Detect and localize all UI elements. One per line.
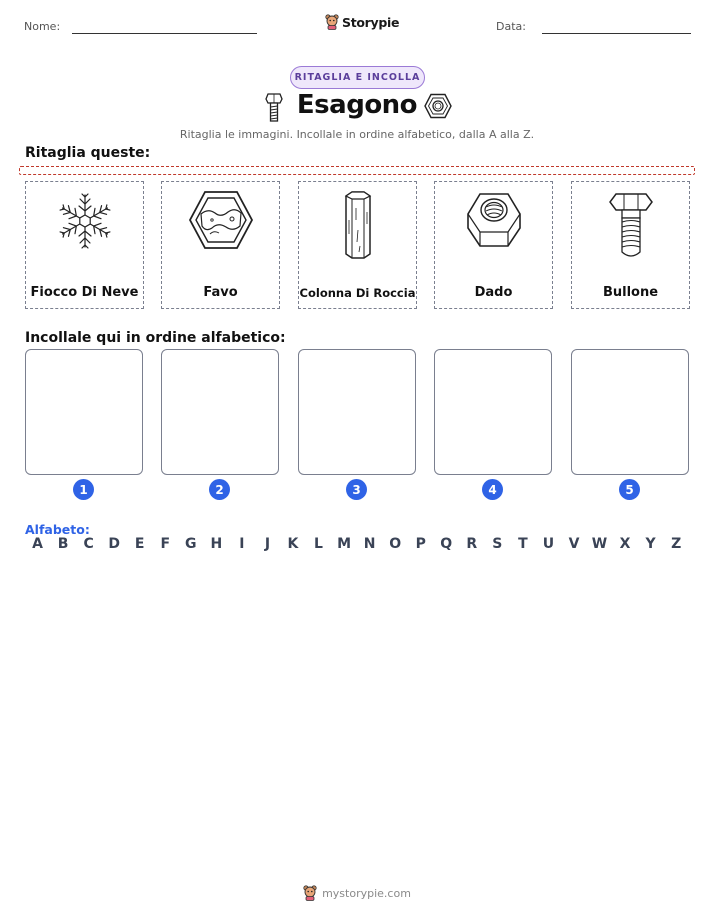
alphabet-letter: N	[363, 536, 376, 552]
alphabet-letter: D	[108, 536, 120, 552]
paste-box-5[interactable]	[571, 349, 689, 475]
cut-card-label: Dado	[474, 285, 513, 300]
mascot-icon	[303, 885, 317, 901]
cut-card-nut[interactable]	[434, 181, 553, 309]
alphabet-letter: M	[337, 536, 352, 552]
alphabet-letter: Y	[645, 536, 656, 552]
paste-heading: Incollale qui in ordine alfabetico:	[25, 330, 286, 346]
alphabet-letter: L	[314, 536, 323, 552]
alphabet-letter: S	[492, 536, 503, 552]
number-badge-3: 3	[346, 479, 367, 500]
honeycomb-icon	[188, 190, 254, 250]
alphabet-letter: O	[389, 536, 402, 552]
alphabet-letter: G	[185, 536, 197, 552]
footer-url[interactable]: mystorypie.com	[322, 886, 411, 900]
alphabet-letter: V	[568, 536, 580, 552]
bolt-title-icon	[264, 91, 284, 123]
nut-title-icon	[424, 93, 452, 119]
cut-heading: Ritaglia queste:	[25, 145, 151, 161]
paste-box-4[interactable]	[434, 349, 552, 475]
rock-column-icon	[342, 190, 374, 260]
alphabet-letter: X	[619, 536, 631, 552]
cut-card-label: Bullone	[602, 285, 659, 300]
activity-badge: RITAGLIA E INCOLLA	[290, 66, 425, 89]
name-line[interactable]	[72, 33, 257, 34]
cut-card-label: Favo	[203, 285, 238, 300]
cut-card-snowflake[interactable]	[25, 181, 144, 309]
cut-card-bolt[interactable]	[571, 181, 690, 309]
cut-line	[19, 166, 695, 175]
alphabet-letter: H	[210, 536, 223, 552]
alphabet-row	[25, 536, 689, 552]
alphabet-letter: B	[57, 536, 69, 552]
cut-card-honeycomb[interactable]	[161, 181, 280, 309]
paste-box-3[interactable]	[298, 349, 416, 475]
alphabet-letter: R	[466, 536, 478, 552]
bolt-icon	[608, 190, 654, 260]
alphabet-letter: U	[542, 536, 555, 552]
alphabet-title: Alfabeto:	[25, 522, 90, 537]
number-badge-5: 5	[619, 479, 640, 500]
alphabet-letter: W	[591, 536, 608, 552]
name-label: Nome:	[24, 20, 61, 33]
date-line[interactable]	[542, 33, 691, 34]
cut-card-label: Colonna Di Roccia	[299, 286, 416, 300]
paste-box-2[interactable]	[161, 349, 279, 475]
brand-logo	[325, 14, 399, 30]
cut-card-label: Fiocco Di Neve	[30, 285, 139, 300]
alphabet-letter: E	[134, 536, 145, 552]
date-label: Data:	[496, 20, 526, 33]
alphabet-letter: I	[239, 536, 245, 552]
footer	[0, 885, 714, 901]
alphabet-letter: J	[264, 536, 271, 552]
mascot-icon	[325, 14, 339, 30]
brand-name: Storypie	[342, 14, 400, 30]
number-badge-2: 2	[209, 479, 230, 500]
snowflake-icon	[55, 190, 115, 252]
number-badge-4: 4	[482, 479, 503, 500]
instructions: Ritaglia le immagini. Incollale in ordine alfabetico, dalla A alla Z.	[179, 128, 535, 141]
paste-box-1[interactable]	[25, 349, 143, 475]
alphabet-letter: T	[518, 536, 528, 552]
alphabet-letter: Z	[671, 536, 682, 552]
alphabet-letter: A	[32, 536, 43, 552]
alphabet-letter: C	[83, 536, 94, 552]
cut-card-rock-column[interactable]	[298, 181, 417, 309]
alphabet-letter: P	[415, 536, 426, 552]
number-badge-1: 1	[73, 479, 94, 500]
alphabet-letter: K	[287, 536, 299, 552]
alphabet-letter: F	[160, 536, 171, 552]
page-title: Esagono	[296, 90, 418, 120]
nut-icon	[466, 190, 522, 248]
alphabet-letter: Q	[440, 536, 453, 552]
